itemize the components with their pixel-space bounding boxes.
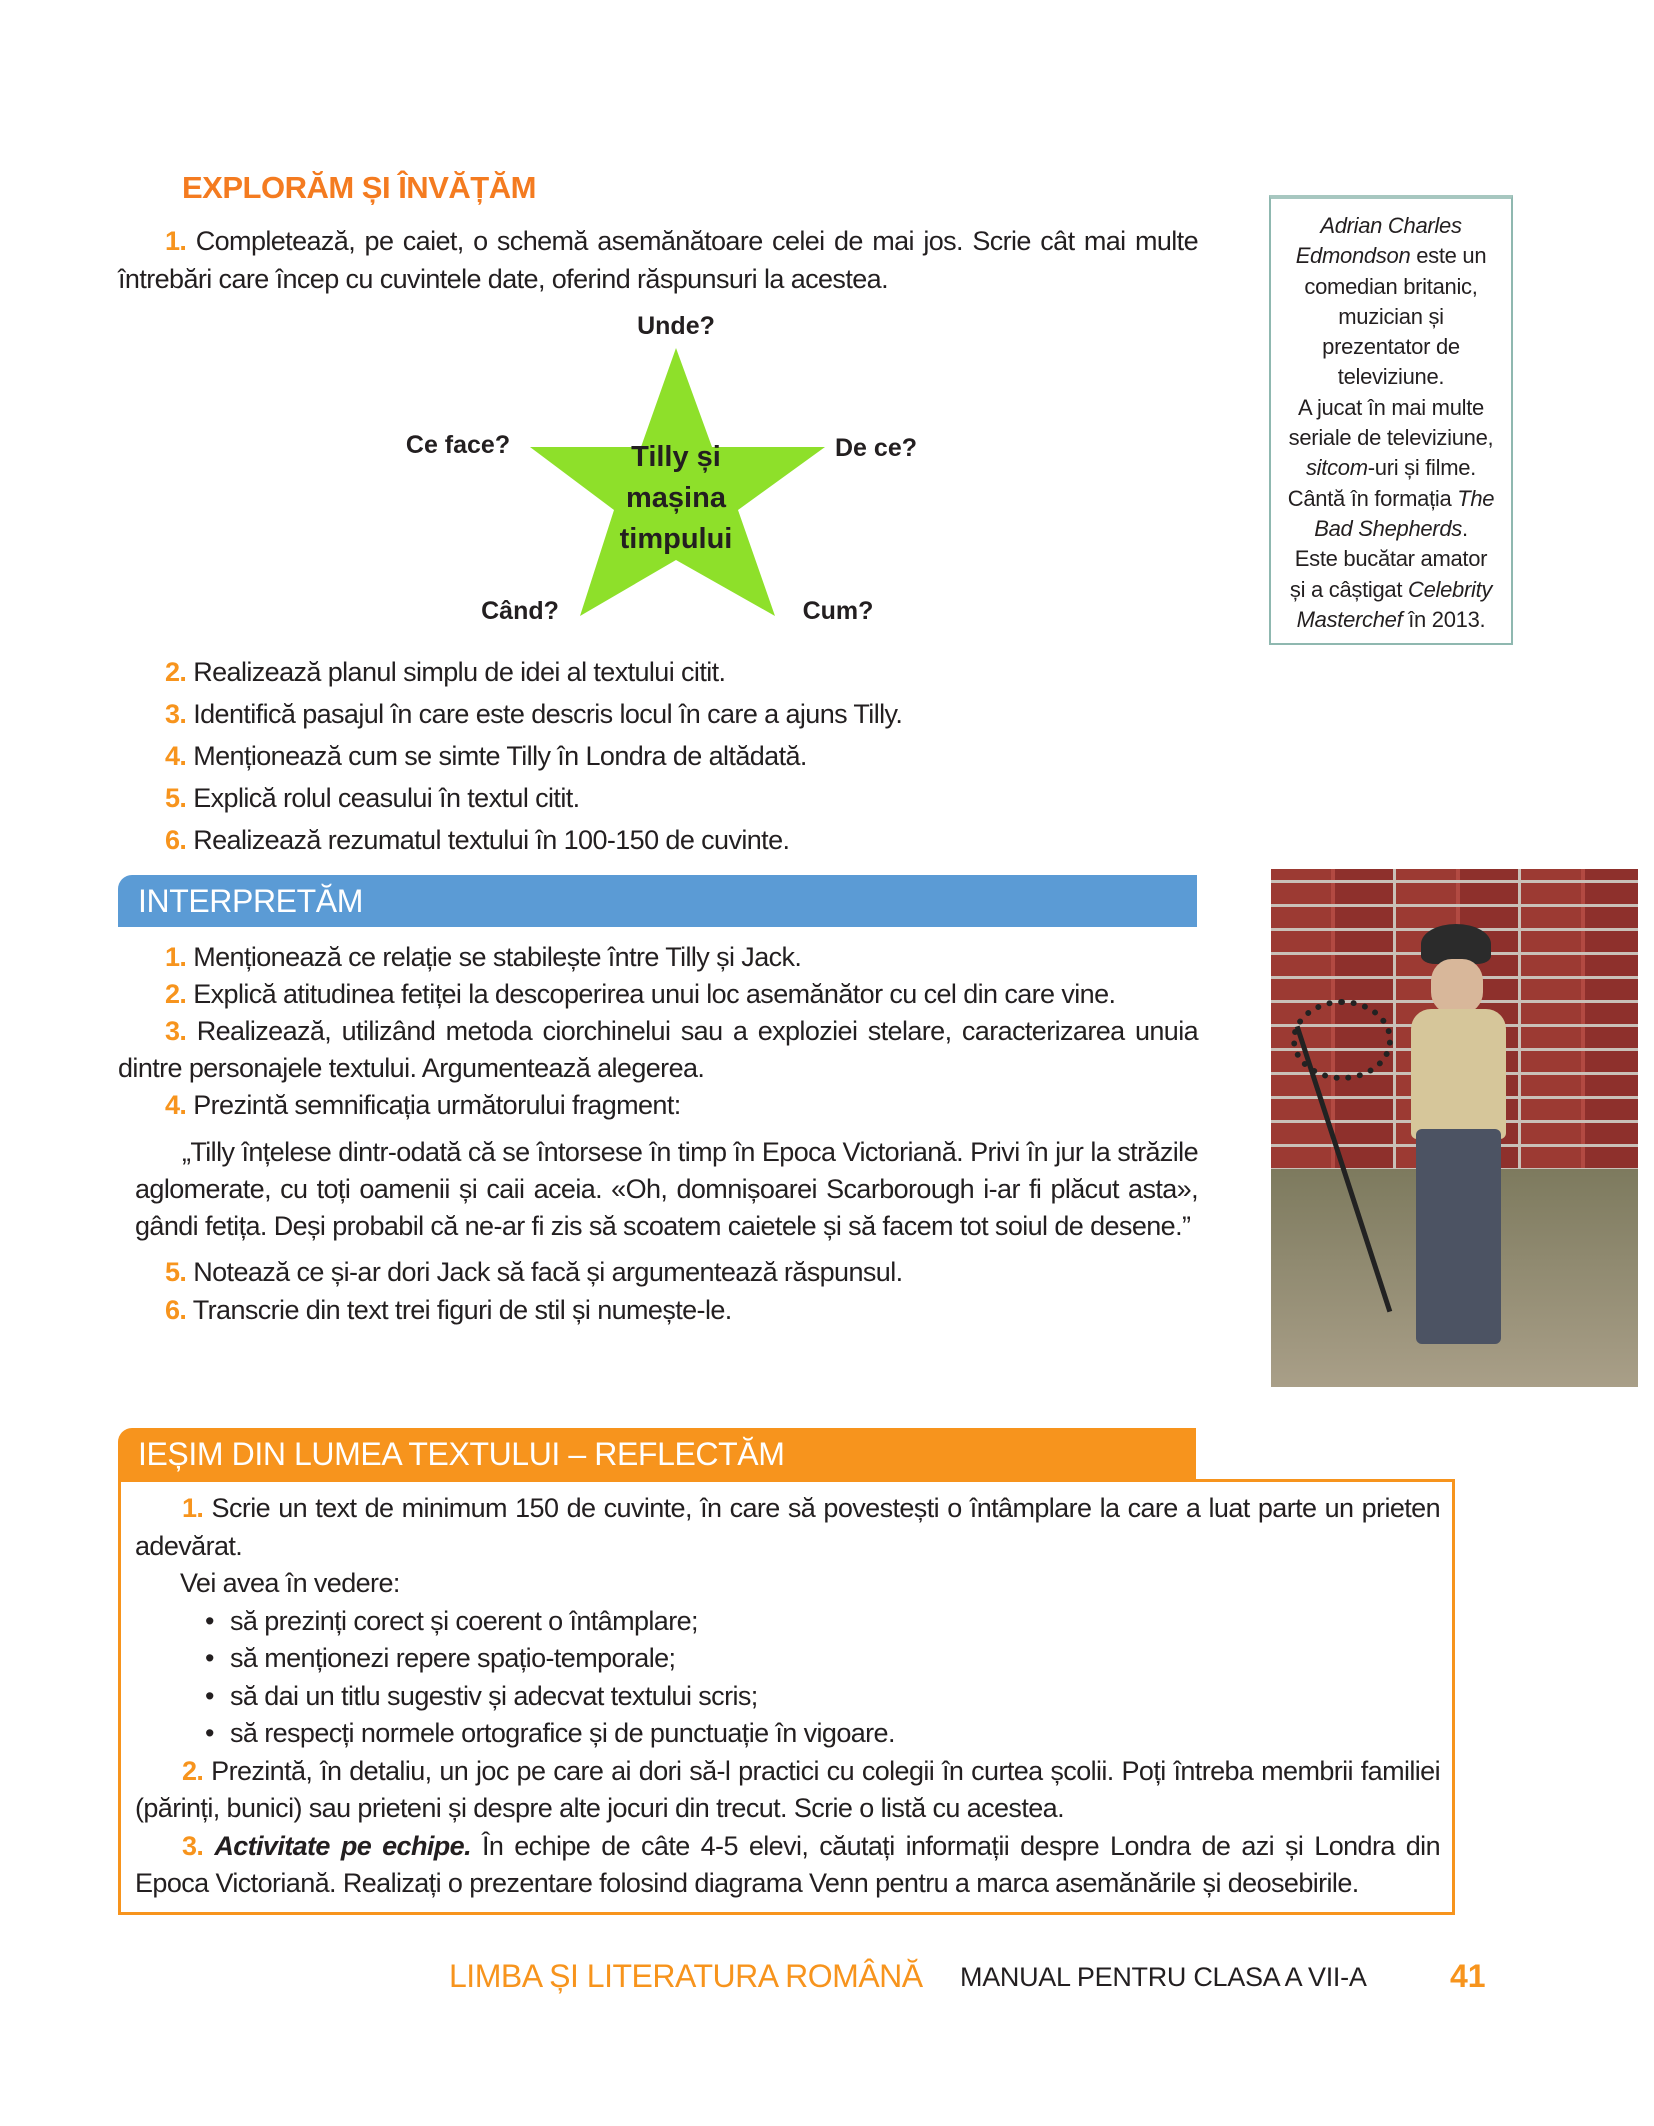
- section-heading-explore: EXPLORĂM ȘI ÎNVĂȚĂM: [182, 170, 536, 205]
- exercise-5: [165, 777, 902, 819]
- bullet-item: [135, 1678, 1440, 1716]
- exercise-4: [118, 1087, 1198, 1124]
- star-center-text: [576, 437, 776, 560]
- bullet-icon: •: [205, 1718, 214, 1748]
- bullet-text: să menționezi repere spațio-temporale;: [230, 1643, 676, 1673]
- photo-boy-chimney-sweep: [1271, 869, 1638, 1387]
- bullet-item: [135, 1640, 1440, 1678]
- exercise-3: [118, 1013, 1198, 1087]
- person-name: Adrian Charles Edmondson: [1295, 213, 1462, 269]
- star-label-left: Ce face?: [405, 431, 511, 459]
- info-text: .: [1461, 515, 1468, 541]
- reflect-box: [118, 1479, 1455, 1915]
- exercise-number: 5.: [165, 1257, 187, 1287]
- info-text: Cântă în formația: [1287, 485, 1458, 511]
- exercise-text: Identifică pasajul în care este descris locul în care a ajuns Tilly.: [193, 699, 903, 729]
- info-box-adrian-edmondson: [1269, 195, 1513, 645]
- exercise-number: 3.: [182, 1830, 204, 1861]
- exercise-3: [165, 693, 902, 735]
- exercise-text: În echipe de câte 4-5 elevi, căutați informații despre Londra de azi și Londra din Epoca Victoriană. Realizați o prezentare folosind diagrama Venn pentru a marca asemănările și deosebirile.: [135, 1830, 1440, 1898]
- exercise-text: Prezintă, în detaliu, un joc pe care ai dori să-l practici cu colegii în curtea școlii. Poți întreba membrii familiei (părinți, bunici) sau prieteni și despre alte jocuri din trecut. Scrie o listă cu acestea.: [135, 1755, 1440, 1823]
- exercise-bold-lead: Activitate pe echipe.: [214, 1830, 471, 1861]
- bullet-text: să respecți normele ortografice și de punctuație în vigoare.: [230, 1718, 895, 1748]
- photo-brush: [1291, 999, 1393, 1081]
- exercise-text: Explică atitudinea fetiței la descoperirea unui loc asemănător cu cel din care vine.: [193, 979, 1116, 1009]
- section-bar-reflect: [118, 1428, 1196, 1479]
- exercise-1: [118, 939, 1198, 976]
- exercise-4: [165, 735, 902, 777]
- exercise-number: 6.: [165, 1295, 187, 1325]
- exercise-number: 5.: [165, 783, 187, 813]
- star-center-line: Tilly și: [631, 441, 721, 473]
- exercise-6: [118, 1291, 1198, 1329]
- star-label-right: De ce?: [835, 434, 917, 462]
- bullet-text: să dai un titlu sugestiv și adecvat textului scris;: [230, 1680, 758, 1711]
- exercise-number: 1.: [182, 1493, 204, 1523]
- photo-face: [1431, 959, 1483, 1014]
- bullet-item: [135, 1715, 1440, 1753]
- exercise-text: Transcrie din text trei figuri de stil și numește-le.: [192, 1295, 732, 1325]
- exercise-list-explore: [165, 651, 902, 861]
- section-heading-interpret: INTERPRETĂM: [138, 883, 363, 919]
- exercise-text: Notează ce și-ar dori Jack să facă și argumentează răspunsul.: [193, 1257, 903, 1287]
- bullet-icon: •: [205, 1643, 214, 1673]
- exercise-number: 2.: [165, 979, 187, 1009]
- exercise-text: Completează, pe caiet, o schemă asemănătoare celei de mai jos. Scrie cât mai multe întrebări care încep cu cuvintele date, oferind răspunsuri la acestea.: [118, 226, 1198, 294]
- info-text: A jucat în mai multe seriale de televiziune,: [1288, 394, 1494, 451]
- exercise-text: Realizează, utilizând metoda ciorchinelui sau a exploziei stelare, caracterizarea unuia dintre personajele textului. Argumentează alegerea.: [118, 1016, 1199, 1083]
- page-number: 41: [1450, 1958, 1486, 1994]
- star-center-line: mașina: [626, 482, 726, 514]
- exercise-text: Prezintă semnificația următorului fragment:: [193, 1090, 681, 1120]
- info-box-text: [1271, 211, 1511, 635]
- exercise-number: 2.: [165, 657, 187, 687]
- star-label-bottom-right: Cum?: [802, 597, 874, 625]
- exercise-2: [165, 651, 902, 693]
- info-text: în 2013.: [1402, 606, 1486, 632]
- exercise-1: [135, 1490, 1440, 1565]
- section-bar-interpret: [118, 875, 1197, 927]
- exercise-number: 4.: [165, 741, 187, 771]
- exercise-2: [135, 1753, 1440, 1828]
- footer-subject: LIMBA ȘI LITERATURA ROMÂNĂ: [449, 1958, 923, 1994]
- info-italic: sitcom: [1305, 455, 1368, 481]
- exercise-3: [135, 1828, 1440, 1903]
- info-text: Este bucătar amator și a câștigat: [1289, 546, 1488, 602]
- exercise-number: 1.: [165, 942, 187, 972]
- photo-trousers: [1416, 1129, 1501, 1344]
- exercise-text: Scrie un text de minimum 150 de cuvinte, în care să povestești o întâmplare la care a luat parte un prieten adevărat.: [135, 1493, 1440, 1561]
- star-label-top: Unde?: [637, 312, 715, 340]
- quote-fragment: „Tilly înțelese dintr-odată că se întorsese în timp în Epoca Victoriană. Privi în jur la străzile aglomerate, cu toți oamenii și caii aceia. «Oh, domnișoarei Scarborough i-ar fi plăcut asta», gândi fetița. Deși probabil că ne-ar fi zis să scoatem caietele și să facem tot soiul de desene.”: [135, 1137, 1198, 1241]
- exercise-text: Realizează rezumatul textului în 100-150 de cuvinte.: [193, 825, 790, 855]
- exercise-number: 2.: [182, 1755, 204, 1786]
- exercise-text: Realizează planul simplu de idei al textului citit.: [193, 657, 726, 687]
- requirements-intro: Vei avea în vedere:: [180, 1568, 400, 1598]
- exercise-text: Menționează cum se simte Tilly în Londra de altădată.: [193, 741, 807, 771]
- info-text: -uri și filme.: [1367, 455, 1476, 481]
- show-name: Celebrity Masterchef: [1296, 576, 1493, 632]
- exercise-text: Explică rolul ceasului în textul citit.: [193, 783, 580, 813]
- photo-shirt: [1411, 1009, 1506, 1139]
- exercise-number: 3.: [165, 1016, 187, 1046]
- reflect-content: [135, 1490, 1440, 1903]
- bullet-icon: •: [205, 1605, 214, 1636]
- band-name: The Bad Shepherds: [1314, 485, 1495, 541]
- footer-book: MANUAL PENTRU CLASA A VII-A: [960, 1962, 1367, 1992]
- exercise-number: 6.: [165, 825, 187, 855]
- photo-cap: [1421, 924, 1491, 964]
- star-label-bottom-left: Când?: [481, 597, 559, 625]
- bullet-icon: •: [205, 1680, 214, 1711]
- exercise-list-interpret: [118, 939, 1198, 1329]
- star-center-line: timpului: [619, 523, 733, 555]
- section-heading-reflect: IEȘIM DIN LUMEA TEXTULUI – REFLECTĂM: [138, 1436, 785, 1472]
- exercise-text: Menționează ce relație se stabilește între Tilly și Jack.: [193, 942, 802, 972]
- exercise-number: 3.: [165, 699, 187, 729]
- exercise-number: 1.: [165, 226, 187, 256]
- exercise-number: 4.: [165, 1090, 187, 1120]
- info-text: este un comedian britanic, muzician și prezentator de televiziune.: [1304, 243, 1487, 390]
- exercise-6: [165, 819, 902, 861]
- bullet-text: să prezinți corect și coerent o întâmplare;: [230, 1605, 698, 1636]
- exercise-2: [118, 976, 1198, 1013]
- bullet-item: [135, 1603, 1440, 1641]
- exercise-5: [118, 1253, 1198, 1291]
